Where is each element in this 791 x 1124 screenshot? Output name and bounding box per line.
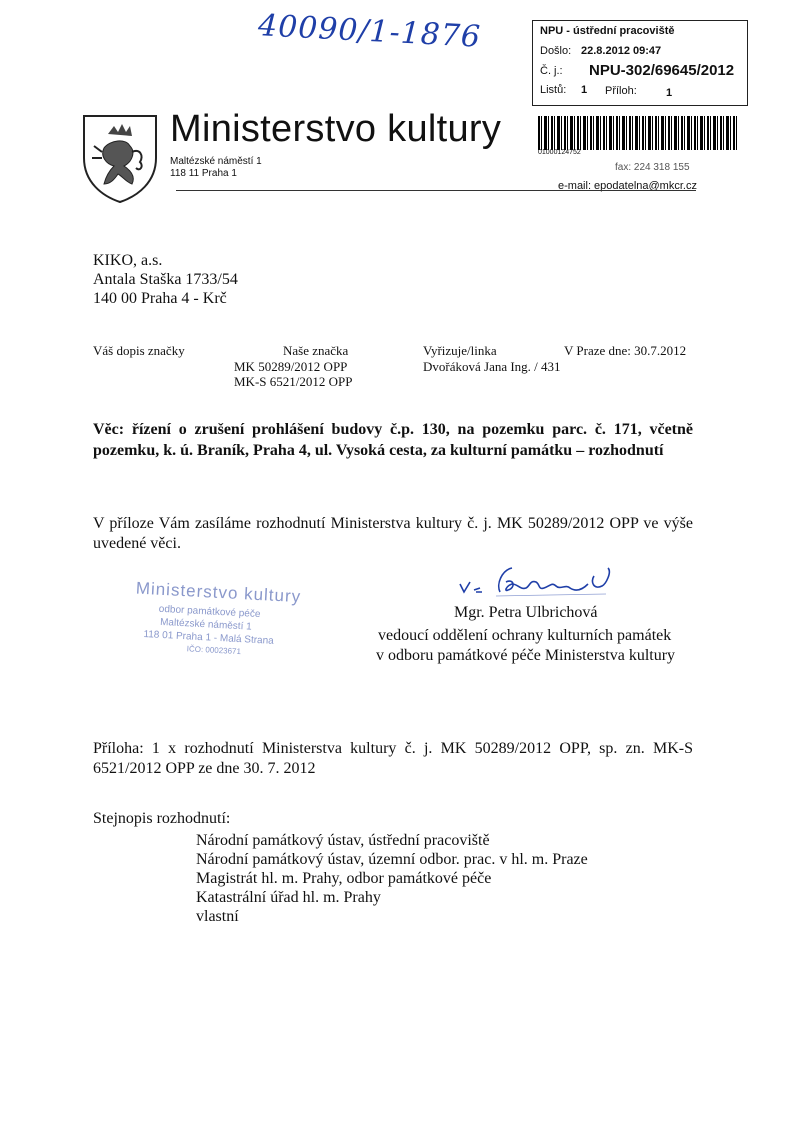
address-street: Maltézské náměstí 1 <box>170 156 262 167</box>
letter-subject: Věc: řízení o zrušení prohlášení budovy č.p. 130, na pozemku parc. č. 171, včetně pozemku, k. ú. Braník, Praha 4, ul. Vysoká cesta, za kulturní památku – rozhodnutí <box>93 421 693 459</box>
attachment-note: Příloha: 1 x rozhodnutí Ministerstva kultury č. j. MK 50289/2012 OPP, sp. zn. MK-S 6521/2012 OPP ze dne 30. 7. 2012 <box>93 740 693 777</box>
stamp-sheets-label: Listů: <box>540 84 567 96</box>
handled-by-value: Dvořáková Jana Ing. / 431 <box>423 359 561 374</box>
registry-stamp <box>532 20 748 106</box>
email-address: e-mail: epodatelna@mkcr.cz <box>558 180 697 192</box>
copy-recipient: Národní památkový ústav, územní odbor. prac. v hl. m. Praze <box>196 851 588 868</box>
recipient-street: Antala Staška 1733/54 <box>93 271 238 288</box>
stamp-attachments-count: 1 <box>666 87 673 99</box>
signer-role: vedoucí oddělení ochrany kulturních památek <box>378 627 672 644</box>
signer-department: v odboru památkové péče Ministerstva kultury <box>376 647 676 664</box>
stamp-ref-number: NPU-302/69645/2012 <box>589 62 735 79</box>
stamp-line-street: Maltézské náměstí 1 <box>159 616 252 633</box>
our-ref-secondary: MK-S 6521/2012 OPP <box>234 374 353 389</box>
letter-date: V Praze dne: 30.7.2012 <box>564 343 687 358</box>
copies-label: Stejnopis rozhodnutí: <box>93 810 231 827</box>
handwritten-reference: 40090/1-1876 <box>257 8 482 55</box>
barcode-number: 01000124752 <box>538 149 581 156</box>
stamp-sheets-count: 1 <box>581 84 588 96</box>
header-divider <box>176 190 696 191</box>
letter-body: V příloze Vám zasíláme rozhodnutí Ministerstva kultury č. j. MK 50289/2012 OPP ve výše uvedené věci. <box>93 515 693 552</box>
address-city: 118 11 Praha 1 <box>170 168 237 179</box>
stamp-ref-label: Č. j.: <box>540 65 563 77</box>
signer-name: Mgr. Petra Ulbrichová <box>454 604 598 621</box>
stamp-line-ministry: Ministerstvo kultury <box>135 578 302 607</box>
copy-recipient: Národní památkový ústav, ústřední pracoviště <box>196 832 490 849</box>
handwritten-signature <box>456 562 636 602</box>
stamp-title: NPU - ústřední pracoviště <box>540 25 675 37</box>
handled-by-label: Vyřizuje/linka <box>423 343 497 358</box>
stamp-attachments-label: Příloh: <box>605 85 637 97</box>
stamp-line-id: IČO: 00023671 <box>186 644 242 657</box>
stamp-received-date: 22.8.2012 09:47 <box>581 45 662 57</box>
stamp-line-department: odbor památkové péče <box>158 603 261 621</box>
recipient-name: KIKO, a.s. <box>93 252 163 269</box>
our-ref-label: Naše značka <box>283 343 349 358</box>
fax-number: fax: 224 318 155 <box>615 162 690 173</box>
stamp-line-city: 118 01 Praha 1 - Malá Strana <box>143 629 275 647</box>
coat-of-arms-icon <box>80 112 160 204</box>
copy-recipient: Katastrální úřad hl. m. Prahy <box>196 889 381 906</box>
our-ref-primary: MK 50289/2012 OPP <box>234 359 348 374</box>
recipient-city: 140 00 Praha 4 - Krč <box>93 290 227 307</box>
your-ref-label: Váš dopis značky <box>93 343 185 358</box>
stamp-received-label: Došlo: <box>540 45 572 57</box>
ministry-title: Ministerstvo kultury <box>170 108 502 150</box>
barcode <box>538 116 738 150</box>
ministry-rubber-stamp <box>118 578 322 674</box>
copy-recipient: Magistrát hl. m. Prahy, odbor památkové péče <box>196 870 492 887</box>
copy-recipient: vlastní <box>196 908 239 925</box>
